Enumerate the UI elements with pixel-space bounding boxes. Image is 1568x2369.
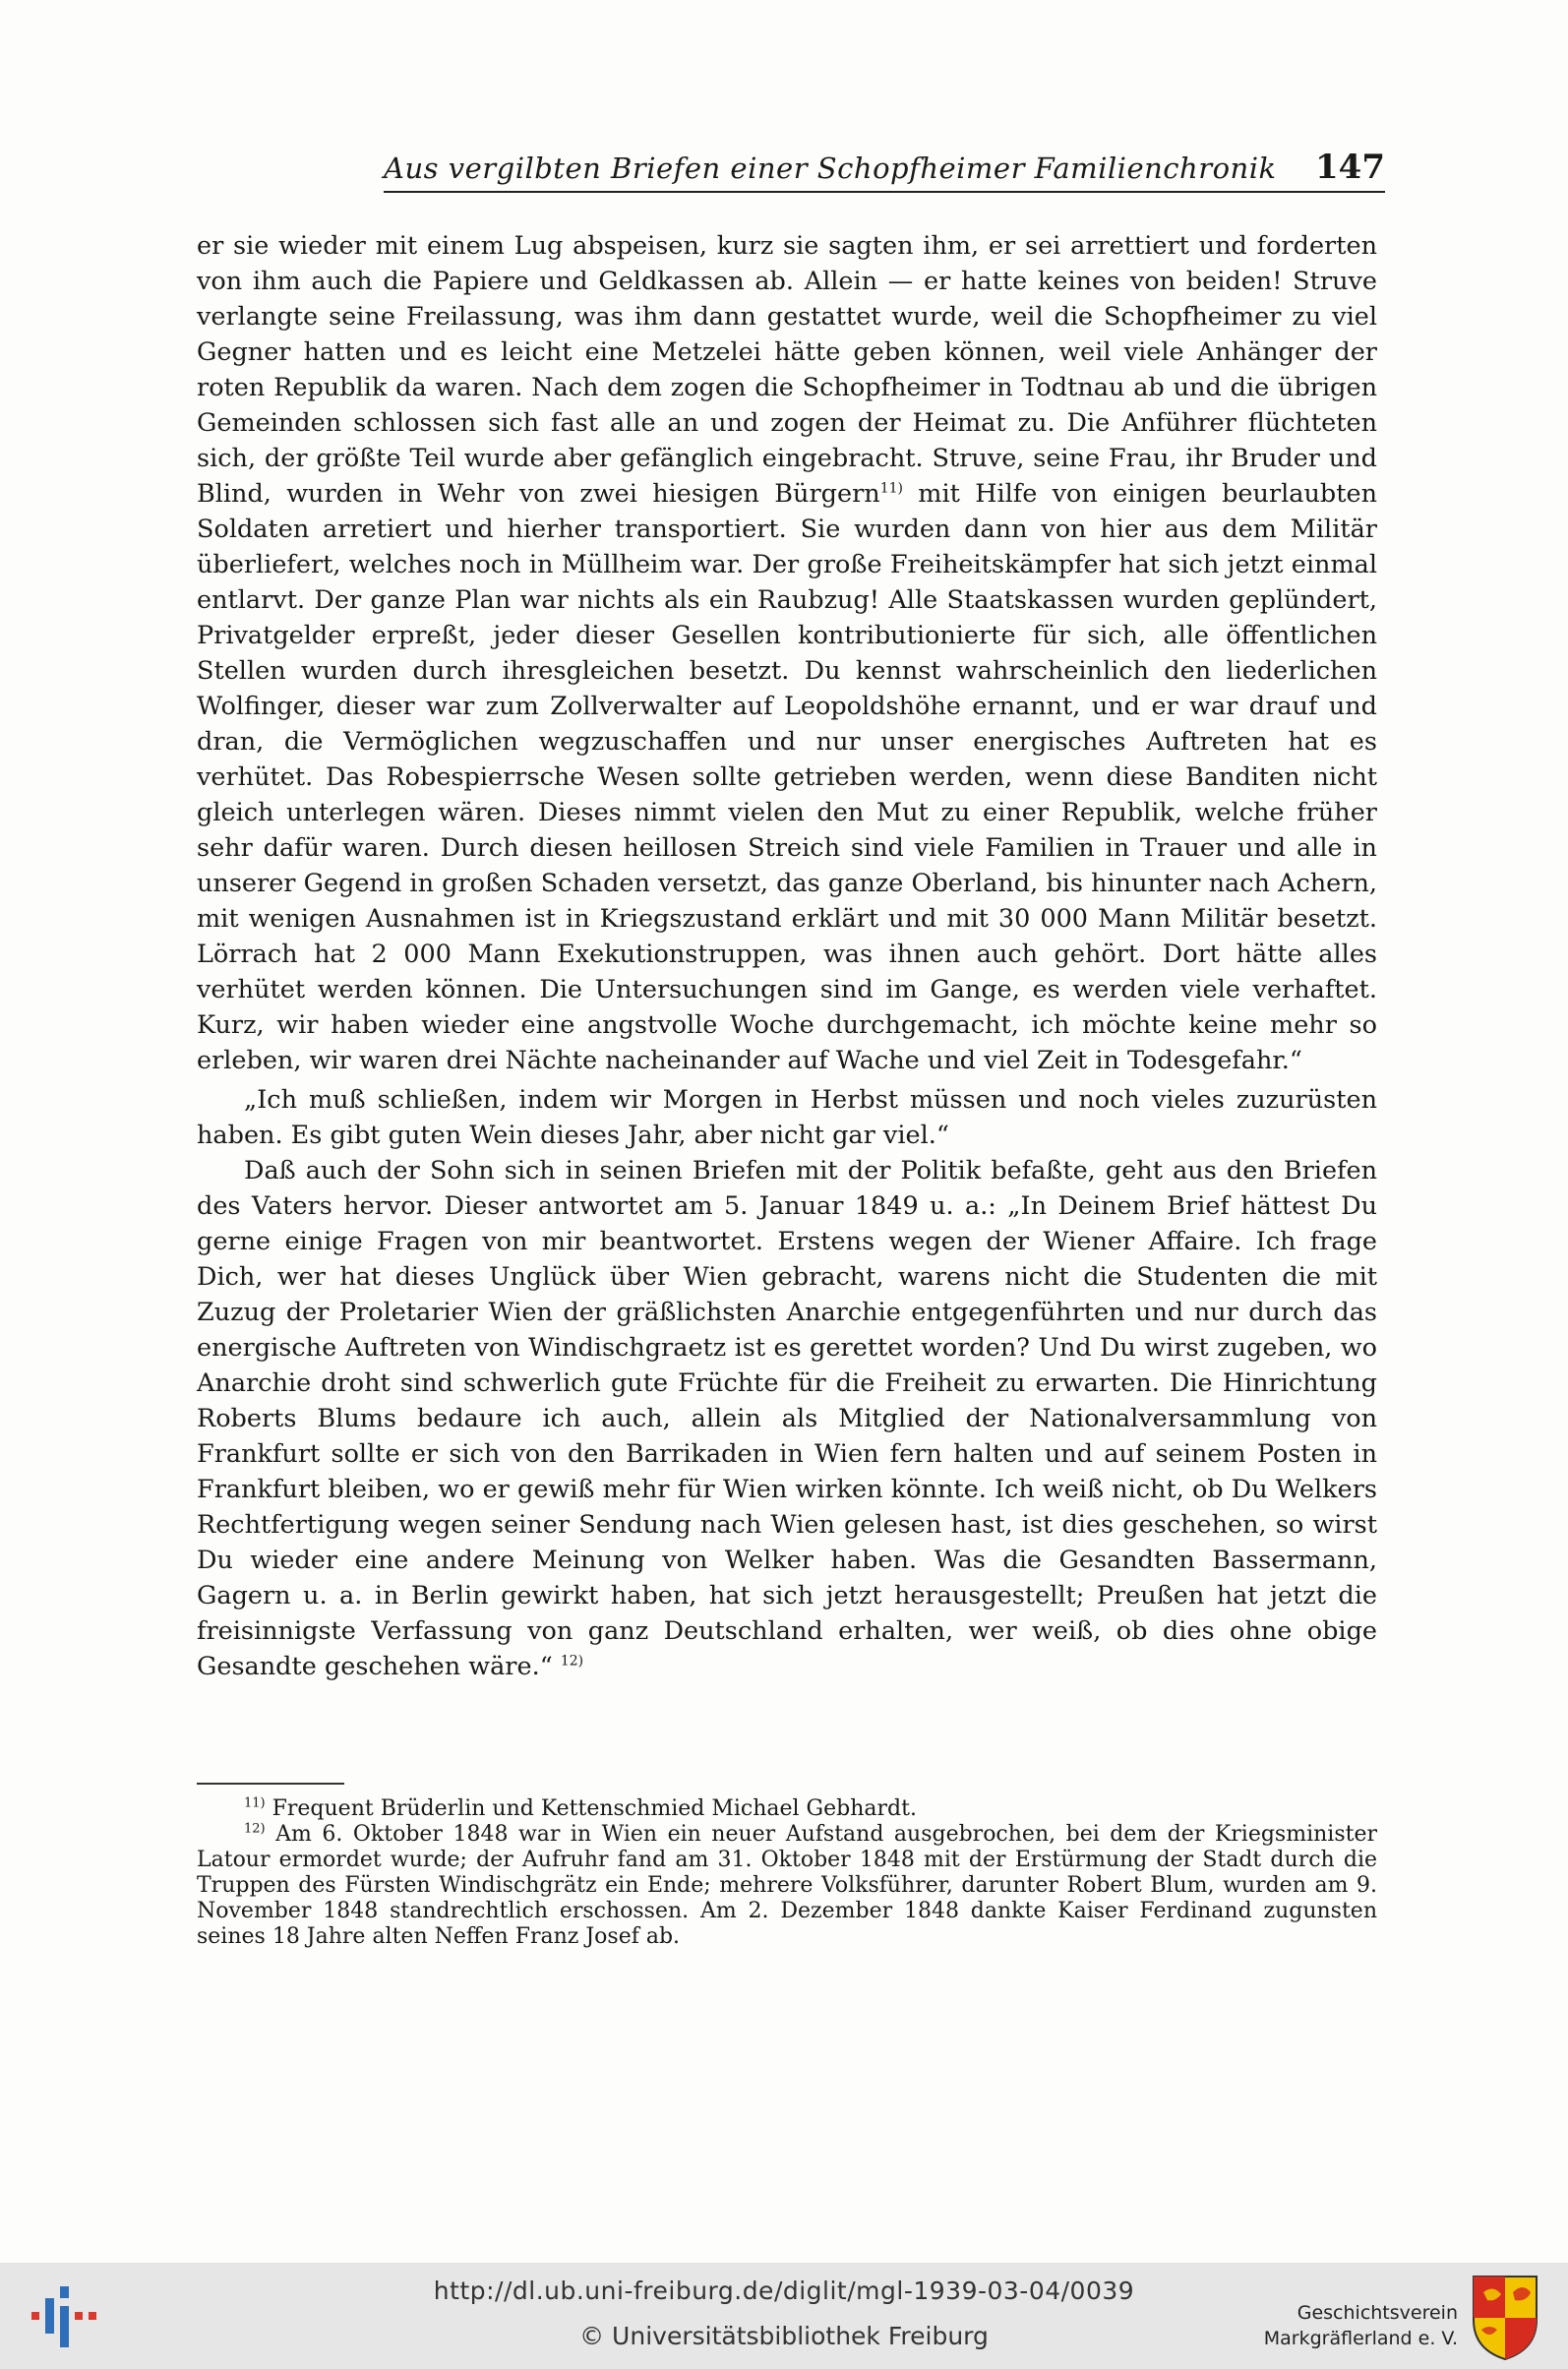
society-name xyxy=(1261,2300,1458,2351)
digital-library-footer xyxy=(0,2263,1568,2369)
paragraph-text: „Ich muß schließen, indem wir Morgen in Herbst müssen und noch vieles zuzurüsten haben. Es gibt guten Wein dieses Jahr, aber nicht gar viel.“ xyxy=(197,1085,1377,1150)
footnotes xyxy=(197,1796,1377,1950)
paragraph-text: mit Hilfe von einigen beurlaubten Soldaten arretiert und hierher transportiert. Sie wurden dann von hier aus dem Militär überliefert, welches noch in Müllheim war. Der große Freiheitskämpfer hat sich jetzt einmal entlarvt. Der ganze Plan war nichts als ein Raubzug! Alle Staatskassen wurden geplündert, Privatgelder erpreßt, jeder dieser Gesellen kontributionierte für sich, alle öffentlichen Stellen wurden durch ihresgleichen besetzt. Du kennst wahrscheinlich den liederlichen Wolfinger, dieser war zum Zollverwalter auf Leopoldshöhe ernannt, und er war drauf und dran, die Vermöglichen wegzuschaffen und nur unser energisches Auftreten hat es verhütet. Das Robespierrsche Wesen sollte getrieben werden, wenn diese Banditen nicht gleich unterlegen wären. Dieses nimmt vielen den Mut zu einer Republik, welche früher sehr dafür waren. Durch diesen heillosen Streich sind viele Familien in Trauer und alle in unserer Gegend in großen Schaden versetzt, das ganze Oberland, bis hinunter nach Achern, mit wenigen Ausnahmen ist in Kriegszustand erklärt und mit 30 000 Mann Militär besetzt. Lörrach hat 2 000 Mann Exekutionstruppen, was ihnen auch gehört. Dort hätte alles verhütet werden können. Die Untersuchungen sind im Gange, es werden viele verhaftet. Kurz, wir haben wieder eine angstvolle Woche durchgemacht, ich möchte keine mehr so erleben, wir waren drei Nächte nacheinander auf Wache und viel Zeit in Todesgefahr.“ xyxy=(197,479,1377,1075)
running-header xyxy=(384,148,1385,193)
paragraph-text: er sie wieder mit einem Lug abspeisen, kurz sie sagten ihm, er sei arrettiert und forderten von ihm auch die Papiere und Geldkassen ab. Allein — er hatte keines von beiden! Struve verlangte seine Freilassung, was ihm dann gestattet wurde, weil die Schopfheimer zu viel Gegner hatten und es leicht eine Metzelei hätte geben können, weil viele Anhänger der roten Republik da waren. Nach dem zogen die Schopfheimer in Todtnau ab und die übrigen Gemeinden schlossen sich fast alle an und zogen der Heimat zu. Die Anführer flüchteten sich, der größte Teil wurde aber gefänglich eingebracht. Struve, seine Frau, ihr Bruder und Blind, wurden in Wehr von zwei hiesigen Bürgern xyxy=(197,231,1377,509)
copyright-notice: © Universitätsbibliothek Freiburg xyxy=(579,2322,989,2350)
footnote-divider xyxy=(197,1783,344,1785)
footnote-12 xyxy=(197,1822,1377,1950)
paragraph-father-reply xyxy=(197,1153,1377,1684)
footnote-ref-12[interactable]: 12) xyxy=(560,1653,584,1670)
society-line-2: Markgräflerland e. V. xyxy=(1263,2328,1458,2349)
footnote-number: 12) xyxy=(244,1821,266,1837)
coat-of-arms-icon xyxy=(1470,2273,1540,2361)
paragraph-text: Daß auch der Sohn sich in seinen Briefen mit der Politik befaßte, geht aus den Briefen des Vaters hervor. Dieser antwortet am 5. Januar 1849 u. a.: „In Deinem Brief hättest Du gerne einige Fragen von mir beantwortet. Erstens wegen der Wiener Affaire. Ich frage Dich, wer hat dieses Unglück über Wien gebracht, warens nicht die Studenten die mit Zuzug der Proletarier Wien der gräßlichsten Anarchie entgegenführten und nur durch das energische Auftreten von Windischgraetz ist es gerettet worden? Und Du wirst zugeben, wo Anarchie droht sind schwerlich gute Früchte für die Freiheit zu erwarten. Die Hinrichtung Roberts Blums bedaure ich auch, allein als Mitglied der Nationalversammlung von Frankfurt sollte er sich von den Barrikaden in Wien fern halten und auf seinem Posten in Frankfurt bleiben, wo er gewiß mehr für Wien wirken könnte. Ich weiß nicht, ob Du Welkers Rechtfertigung wegen seiner Sendung nach Wien gelesen hast, ist dies geschehen, so wirst Du wieder eine andere Meinung von Welker haben. Was die Gesandten Bassermann, Gagern u. a. in Berlin gewirkt haben, hat sich jetzt herausgestellt; Preußen hat jetzt die freisinnigste Verfassung von ganz Deutschland erhalten, wer weiß, ob dies ohne obige Gesandte geschehen wäre.“ xyxy=(197,1156,1377,1681)
permalink-url[interactable]: http://dl.ub.uni-freiburg.de/diglit/mgl-1939-03-04/0039 xyxy=(433,2277,1135,2305)
main-text xyxy=(197,228,1377,1684)
society-line-1: Geschichtsverein xyxy=(1297,2302,1458,2324)
page-number: 147 xyxy=(1315,148,1385,187)
footnote-text: Am 6. Oktober 1848 war in Wien ein neuer Aufstand ausgebrochen, bei dem der Kriegsminister Latour ermordet wurde; der Aufruhr fand am 31. Oktober 1848 mit der Erstürmung der Stadt durch die Truppen des Fürsten Windischgrätz ein Ende; mehrere Volksführer, darunter Robert Blum, wurden am 9. November 1848 standrechtlich erschossen. Am 2. Dezember 1848 dankte Kaiser Ferdinand zugunsten seines 18 Jahre alten Neffen Franz Josef ab. xyxy=(197,1822,1377,1949)
running-title: Aus vergilbten Briefen einer Schopfheimer Familienchronik xyxy=(384,152,1277,185)
footnote-11 xyxy=(197,1796,1377,1822)
paragraph-quote xyxy=(197,1082,1377,1153)
footnote-text: Frequent Brüderlin und Kettenschmied Michael Gebhardt. xyxy=(265,1796,917,1821)
footnote-number: 11) xyxy=(244,1795,266,1811)
footnote-ref-11[interactable]: 11) xyxy=(879,480,903,497)
paragraph-letter-continuation xyxy=(197,228,1377,1078)
